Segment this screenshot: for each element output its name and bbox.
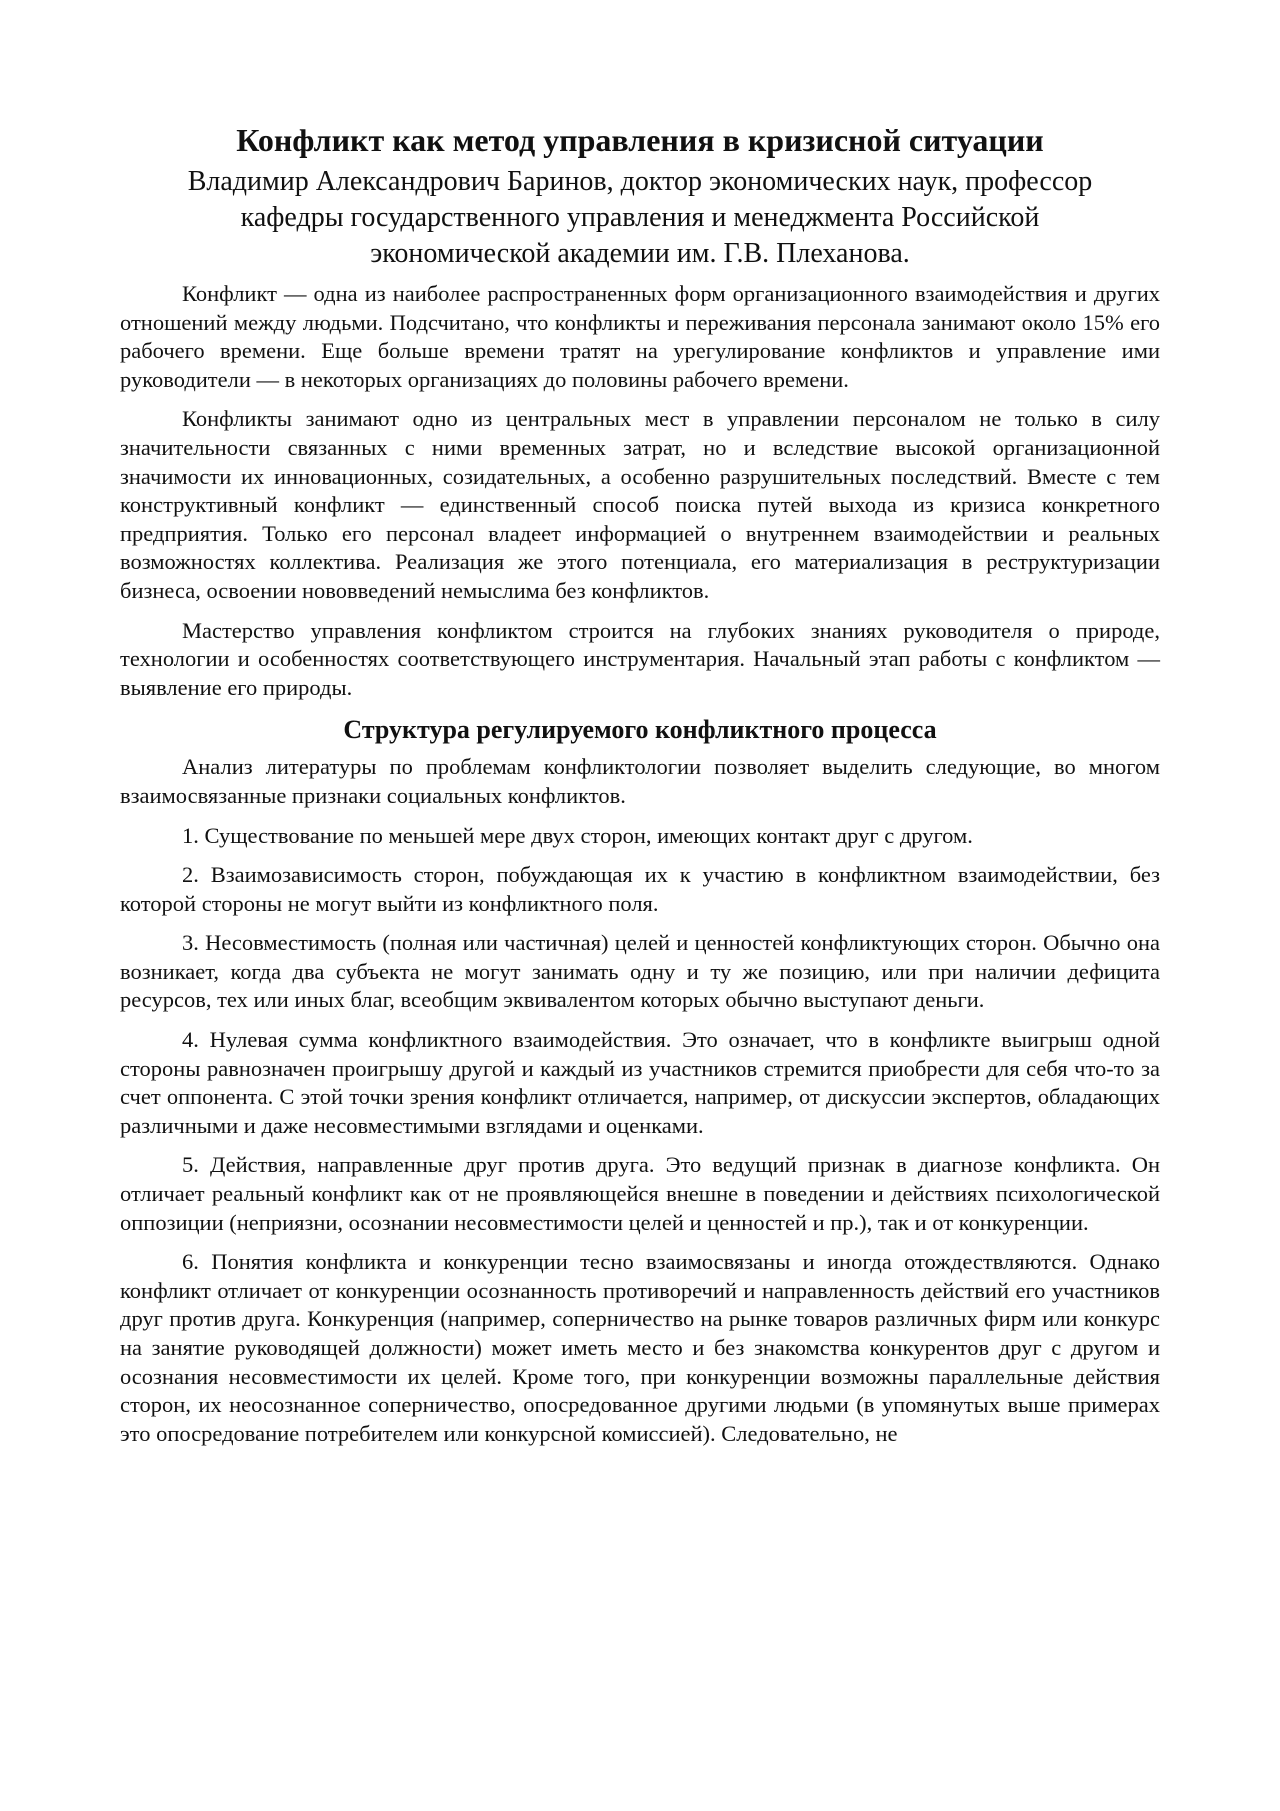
- intro-paragraph: Конфликт — одна из наиболее распространенных форм организационного взаимодействия и других отношений между людьми. Подсчитано, что конфликты и переживания персонала занимают около 15% его рабочего времени. Еще больше времени тратят на урегулирование конфликтов и управление ими руководители — в некоторых организациях до половины рабочего времени.: [120, 281, 1160, 392]
- document-page: [120, 120, 1160, 1459]
- list-item: 6. Понятия конфликта и конкуренции тесно взаимосвязаны и иногда отождествляются. Однако конфликт отличает от конкуренции осознанность противоречий и направленность действий его участников друг против друга. Конкуренция (например, соперничество на рынке товаров различных фирм или конкурс на занятие руководящей должности) может иметь место и без знакомства конкурентов друг с другом и осознания несовместимости их целей. Кроме того, при конкуренции возможны параллельные действия сторон, их неосознанное соперничество, опосредованное другими людьми (в упомянутых выше примерах это опосредование потребителем или конкурсной комиссией). Следовательно, не: [120, 1249, 1160, 1446]
- list-item: 2. Взаимозависимость сторон, побуждающая их к участию в конфликтном взаимодействии, без которой стороны не могут выйти из конфликтного поля.: [120, 862, 1160, 916]
- intro-paragraph: Мастерство управления конфликтом строится на глубоких знаниях руководителя о природе, технологии и особенностях соответствующего инструментария. Начальный этап работы с конфликтом — выявление его природы.: [120, 617, 1160, 700]
- list-item: 1. Существование по меньшей мере двух сторон, имеющих контакт друг с другом.: [182, 822, 973, 848]
- section-paragraph: Анализ литературы по проблемам конфликтологии позволяет выделить следующие, во многом взаимосвязанные признаки социальных конфликтов.: [120, 754, 1160, 808]
- article-title: Конфликт как метод управления в кризисной ситуации: [236, 122, 1044, 158]
- list-item: 4. Нулевая сумма конфликтного взаимодействия. Это означает, что в конфликте выигрыш одной стороны равнозначен проигрышу другой и каждый из участников стремится приобрести для себя что-то за счет оппонента. С этой точки зрения конфликт отличается, например, от дискуссии экспертов, обладающих различными и даже несовместимыми взглядами и оценками.: [120, 1027, 1160, 1138]
- author-byline: Владимир Александрович Баринов, доктор экономических наук, профессор кафедры государственного управления и менеджмента Российской экономической академии им. Г.В. Плеханова.: [187, 166, 1093, 269]
- section-heading: Структура регулируемого конфликтного процесса: [343, 715, 937, 745]
- list-item: 3. Несовместимость (полная или частичная) целей и ценностей конфликтующих сторон. Обычно она возникает, когда два субъекта не могут занимать одну и ту же позицию, или при наличии дефицита ресурсов, тех или иных благ, всеобщим эквивалентом которых обычно выступают деньги.: [120, 930, 1160, 1013]
- intro-paragraph: Конфликты занимают одно из центральных мест в управлении персоналом не только в силу значительности связанных с ними временных затрат, но и вследствие высокой организационной значимости их инновационных, созидательных, а особенно разрушительных последствий. Вместе с тем конструктивный конфликт — единственный способ поиска путей выхода из кризиса конкретного предприятия. Только его персонал владеет информацией о внутреннем взаимодействии и реальных возможностях коллектива. Реализация же этого потенциала, его материализация в реструктуризации бизнеса, освоении нововведений немыслима без конфликтов.: [120, 406, 1160, 603]
- list-item: 5. Действия, направленные друг против друга. Это ведущий признак в диагнозе конфликта. Он отличает реальный конфликт как от не проявляющейся внешне в поведении и действиях психологической оппозиции (неприязни, осознании несовместимости целей и ценностей и пр.), так и от конкуренции.: [120, 1152, 1160, 1235]
